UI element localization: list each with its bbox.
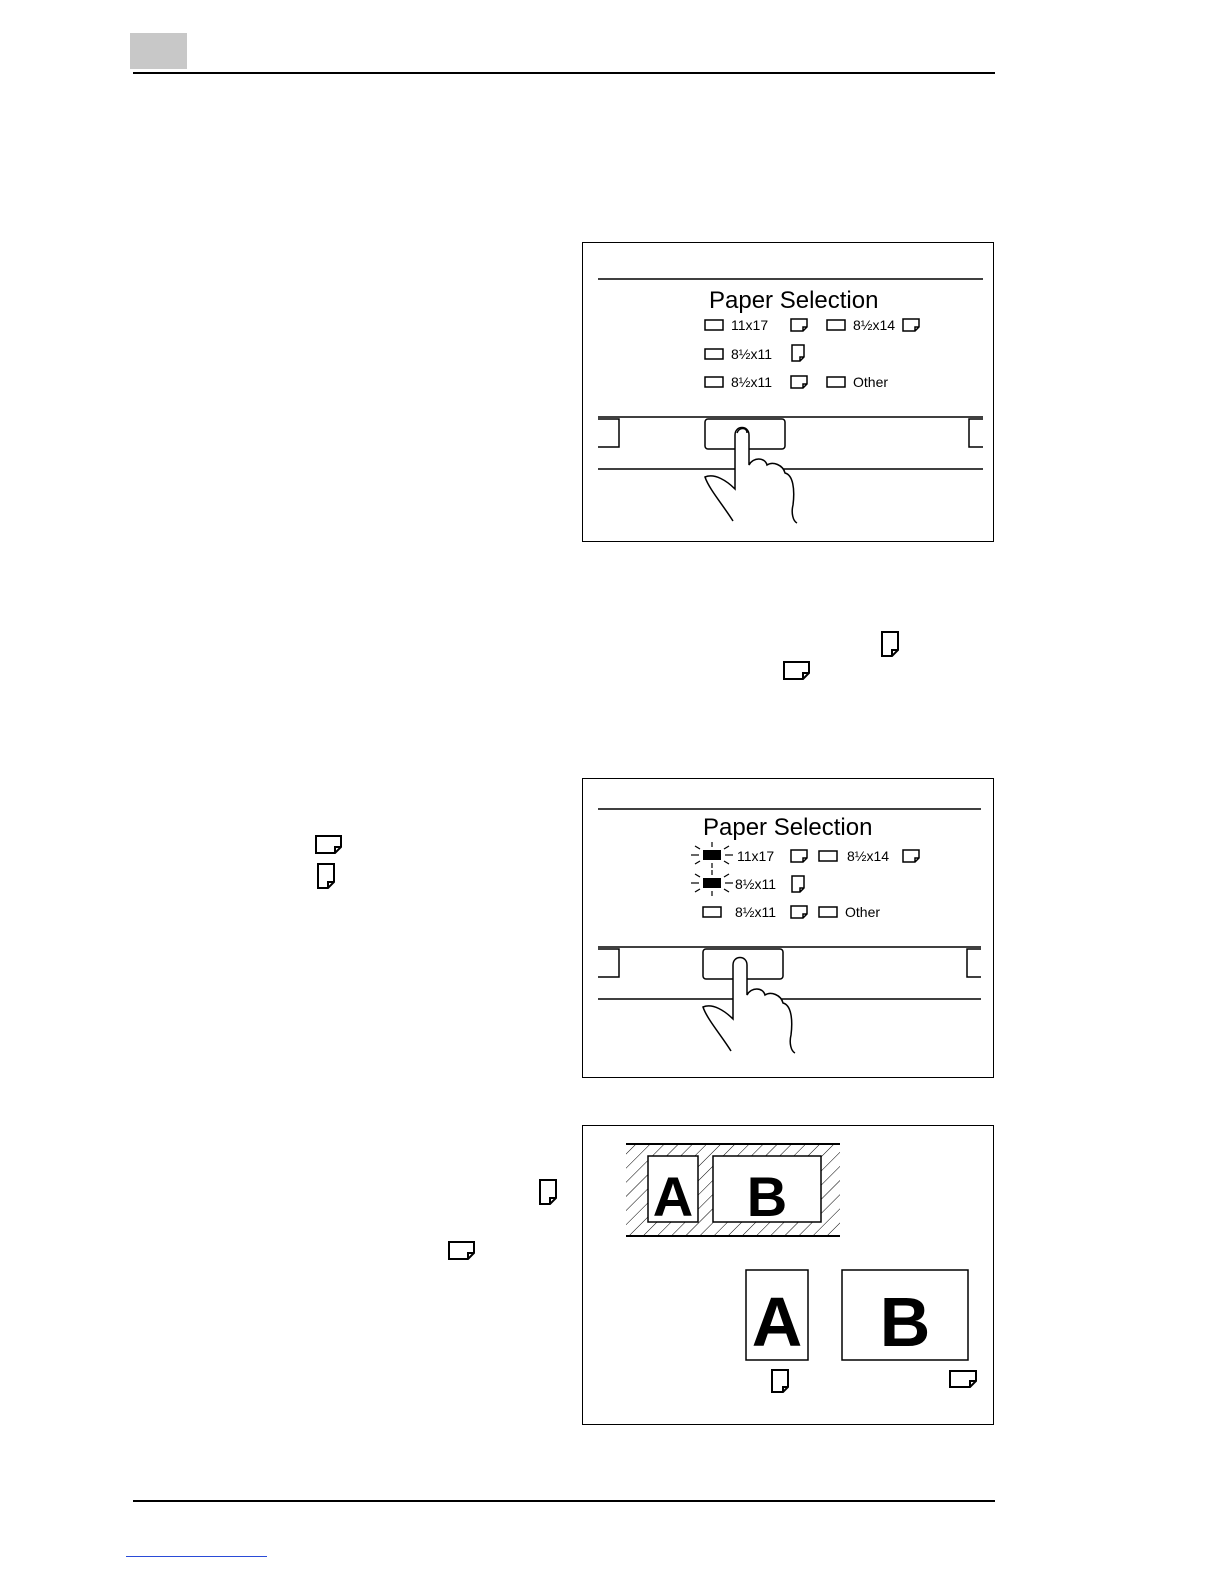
svg-text:A: A <box>652 1165 694 1228</box>
footer-rule <box>133 1500 995 1502</box>
indicator-lamp-icon <box>703 907 721 917</box>
indicator-lamp-icon <box>819 907 837 917</box>
figure-paper-selection-press <box>582 242 994 542</box>
svg-text:8½x11: 8½x11 <box>735 876 776 892</box>
paper-landscape-icon <box>447 1240 477 1262</box>
figure-paper-selection-flashing <box>582 778 994 1078</box>
indicator-lamp-icon <box>705 320 723 330</box>
svg-text:8½x14: 8½x14 <box>853 317 896 333</box>
svg-text:Other: Other <box>845 904 881 920</box>
header-rule <box>133 72 995 74</box>
paper-portrait-icon <box>538 1178 560 1206</box>
svg-text:8½x11: 8½x11 <box>731 346 772 362</box>
indicator-lamp-icon <box>691 842 733 868</box>
svg-text:A: A <box>751 1283 803 1361</box>
paper-landscape-icon <box>791 850 807 862</box>
paper-landscape-icon <box>791 319 807 331</box>
svg-text:B: B <box>746 1165 788 1228</box>
indicator-lamp-icon <box>705 377 723 387</box>
paper-landscape-icon <box>314 834 344 856</box>
paper-landscape-icon <box>791 376 807 388</box>
paper-landscape-icon <box>791 906 807 918</box>
svg-text:11x17: 11x17 <box>737 848 775 864</box>
svg-text:8½x11: 8½x11 <box>731 374 772 390</box>
indicator-lamp-icon <box>691 870 733 896</box>
indicator-lamp-icon <box>827 377 845 387</box>
svg-text:8½x11: 8½x11 <box>735 904 776 920</box>
svg-text:Other: Other <box>853 374 889 390</box>
paper-landscape-icon <box>903 319 919 331</box>
indicator-lamp-icon <box>827 320 845 330</box>
paper-portrait-icon <box>880 630 902 658</box>
paper-portrait-icon <box>316 862 338 890</box>
paper-portrait-icon <box>772 1370 788 1392</box>
paper-portrait-icon <box>792 345 804 361</box>
chapter-tab <box>130 33 187 69</box>
paper-landscape-icon <box>903 850 919 862</box>
indicator-lamp-icon <box>705 349 723 359</box>
paper-landscape-icon <box>950 1371 976 1387</box>
panel-title: Paper Selection <box>709 287 879 314</box>
indicator-lamp-icon <box>819 851 837 861</box>
paper-portrait-icon <box>792 876 804 892</box>
footer-link-underline[interactable] <box>126 1556 267 1557</box>
svg-text:11x17: 11x17 <box>731 317 769 333</box>
panel-title: Paper Selection <box>703 814 873 841</box>
figure-mixed-originals <box>582 1125 994 1425</box>
svg-text:B: B <box>879 1283 931 1361</box>
svg-text:8½x14: 8½x14 <box>847 848 890 864</box>
paper-landscape-icon <box>782 660 812 682</box>
